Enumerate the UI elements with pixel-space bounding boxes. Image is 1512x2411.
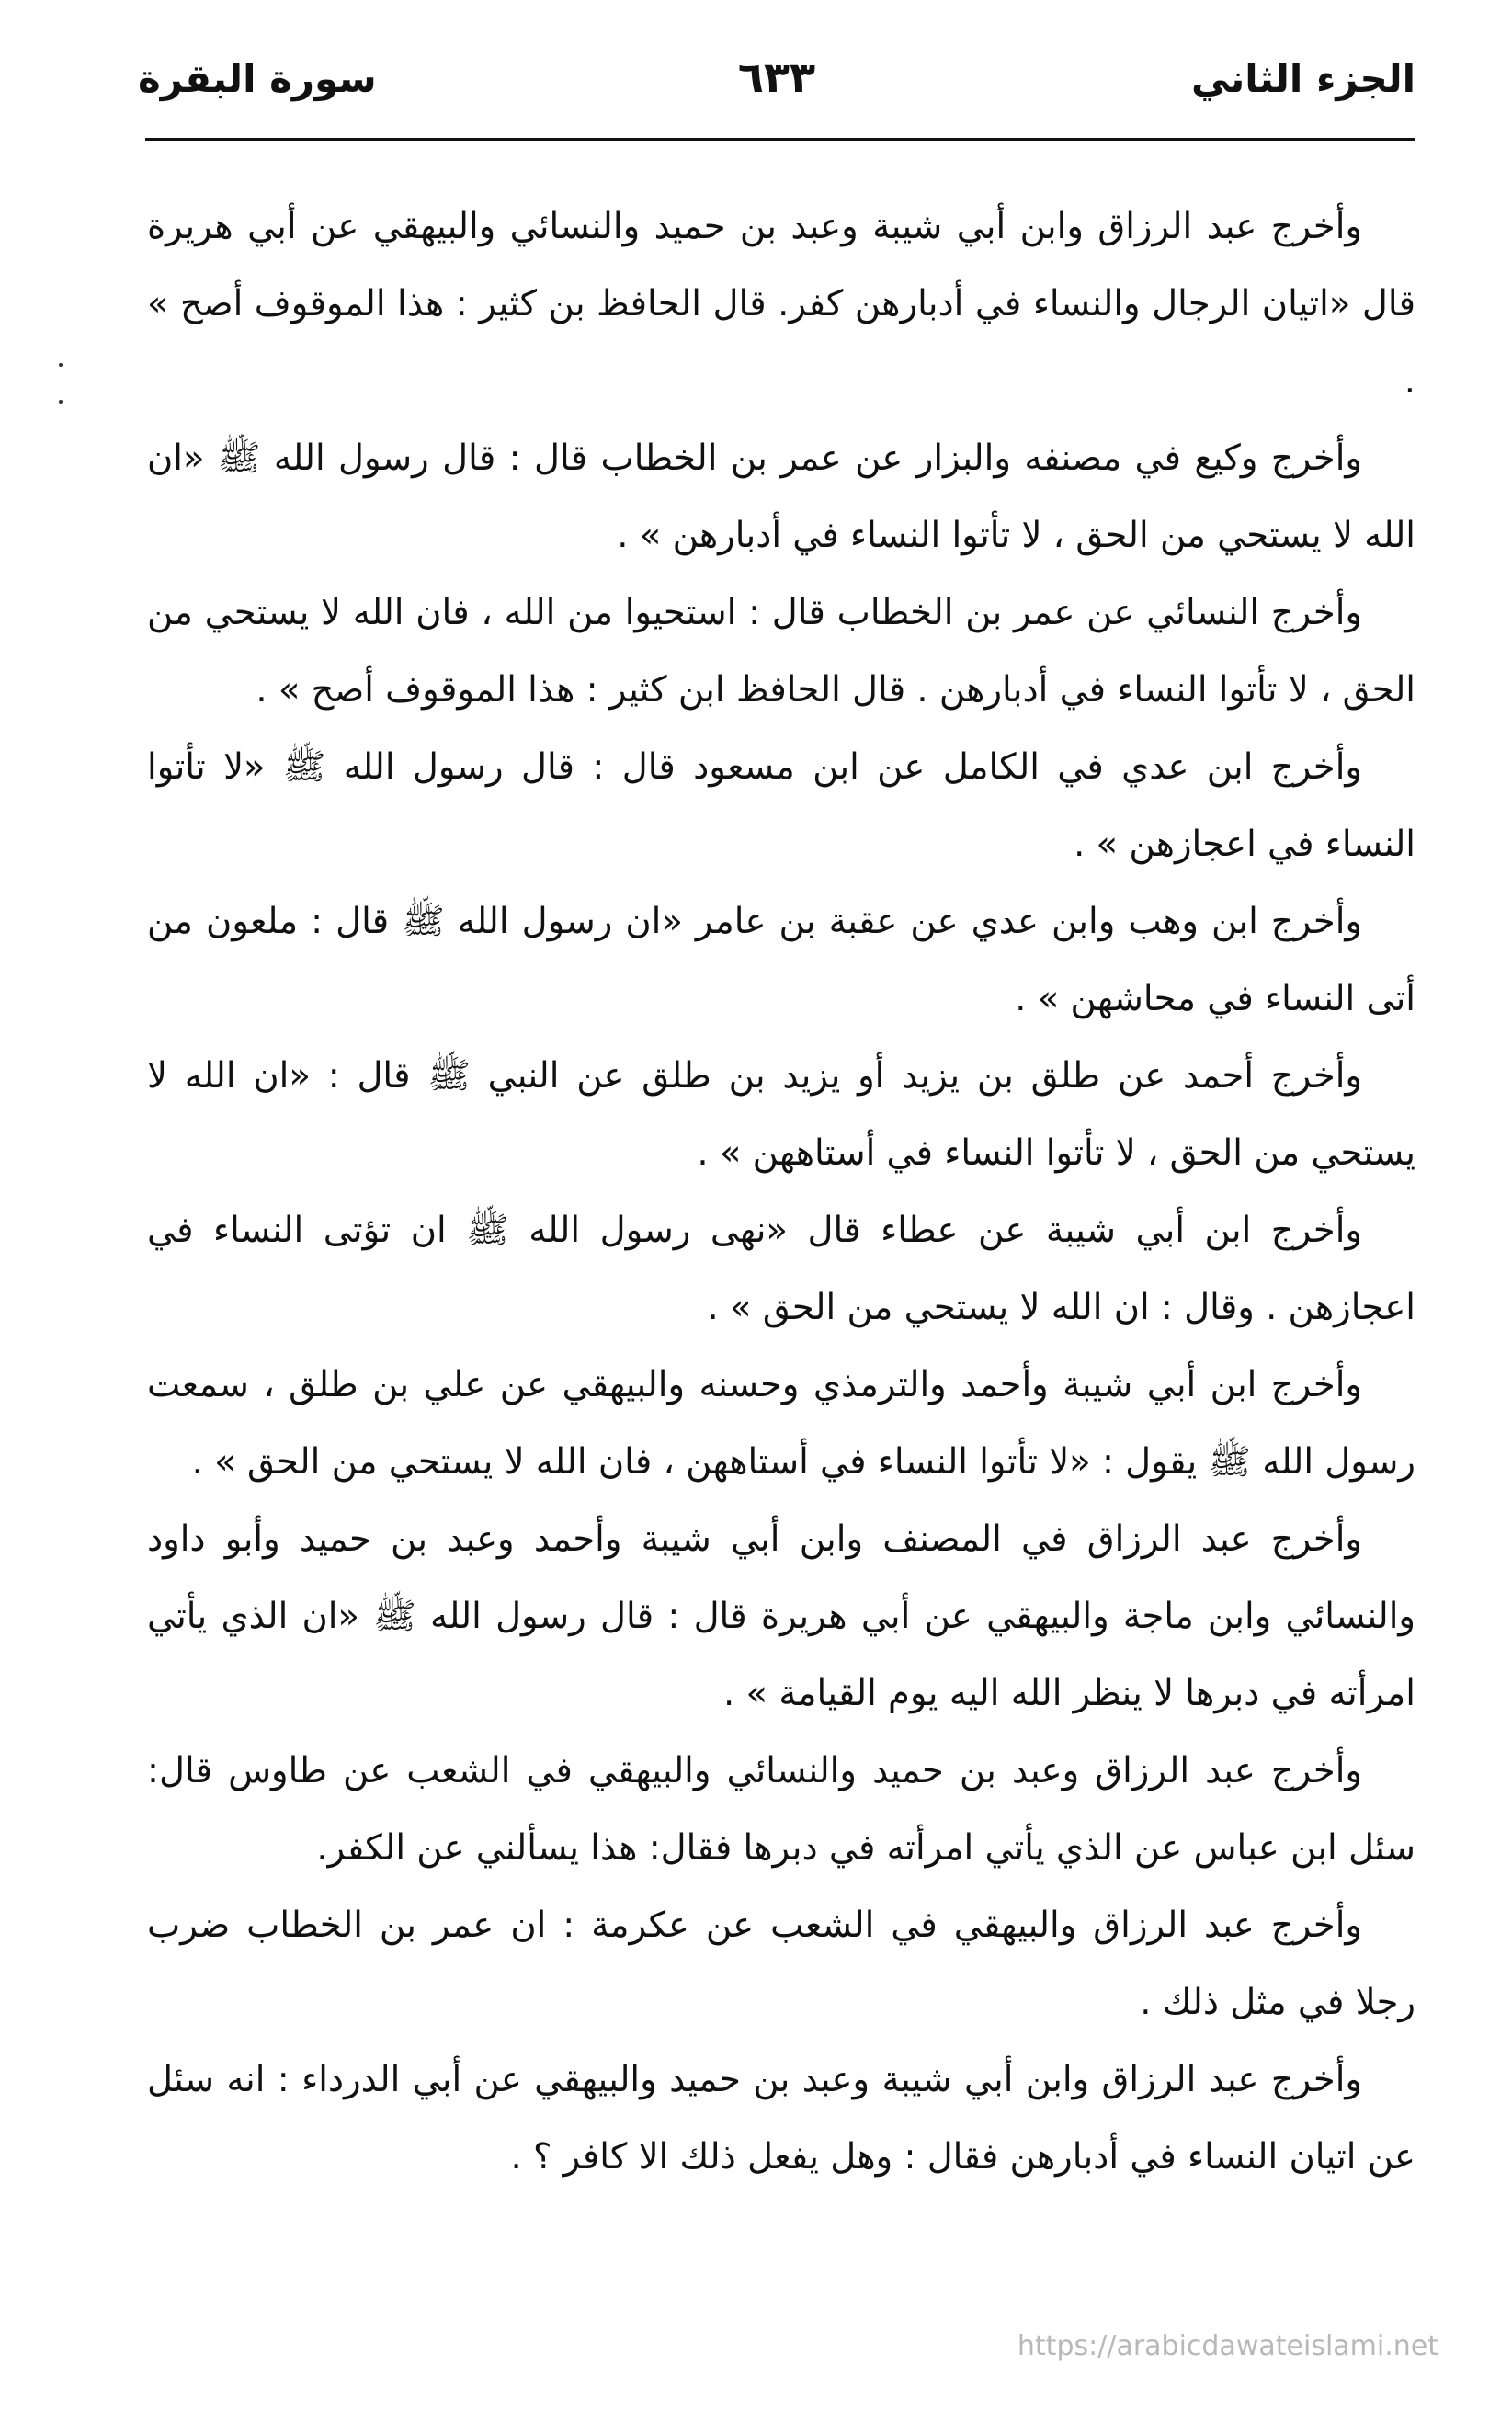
paragraph-12: وأخرج عبد الرزاق وابن أبي شيبة وعبد بن حميد والبيهقي عن أبي الدرداء : انه سئل عن اتيان النساء في أدبارهن فقال : وهل يفعل ذلك الا كافر ؟ . <box>147 2059 1415 2178</box>
paragraph-9: وأخرج عبد الرزاق في المصنف وابن أبي شيبة وأحمد وعبد بن حميد وأبو داود والنسائي وابن ماجة والبيهقي عن أبي هريرة قال : قال رسول الله ﷺ «ان الذي يأتي امرأته في دبرها لا ينظر الله اليه يوم القيامة » . <box>147 1518 1415 1714</box>
margin-specks <box>57 363 64 418</box>
paragraph-3: وأخرج النسائي عن عمر بن الخطاب قال : استحيوا من الله ، فان الله لا يستحي من الحق ، لا تأتوا النساء في أدبارهن . قال الحافظ ابن كثير : هذا الموقوف أصح » . <box>147 592 1415 711</box>
paragraph-6: وأخرج أحمد عن طلق بن يزيد أو يزيد بن طلق عن النبي ﷺ قال : «ان الله لا يستحي من الحق ، لا تأتوا النساء في أستاههن » . <box>147 1055 1415 1174</box>
paragraph-11: وأخرج عبد الرزاق والبيهقي في الشعب عن عكرمة : ان عمر بن الخطاب ضرب رجلا في مثل ذلك . <box>147 1905 1415 2023</box>
paragraph-1: وأخرج عبد الرزاق وابن أبي شيبة وعبد بن حميد والنسائي والبيهقي عن أبي هريرة قال «اتيان الرجال والنساء في أدبارهن كفر. قال الحافظ بن كثير : هذا الموقوف أصح » . <box>147 206 1415 402</box>
part-title: الجزء الثاني <box>1190 56 1415 101</box>
paragraph-5: وأخرج ابن وهب وابن عدي عن عقبة بن عامر «ان رسول الله ﷺ قال : ملعون من أتى النساء في محاشهن » . <box>147 901 1415 1019</box>
paragraph-2: وأخرج وكيع في مصنفه والبزار عن عمر بن الخطاب قال : قال رسول الله ﷺ «ان الله لا يستحي من الحق ، لا تأتوا النساء في أدبارهن » . <box>147 438 1415 556</box>
surah-title: سورة البقرة <box>138 56 377 101</box>
paragraph-7: وأخرج ابن أبي شيبة عن عطاء قال «نهى رسول الله ﷺ ان تؤتى النساء في اعجازهن . وقال : ان الله لا يستحي من الحق » . <box>147 1210 1415 1328</box>
paragraph-10: وأخرج عبد الرزاق وعبد بن حميد والنسائي والبيهقي في الشعب عن طاوس قال: سئل ابن عباس عن الذي يأتي امرأته في دبرها فقال: هذا يسألني عن الكفر. <box>147 1750 1415 1869</box>
source-watermark-url: https://arabicdawateislami.net <box>1017 2330 1438 2362</box>
paragraph-4: وأخرج ابن عدي في الكامل عن ابن مسعود قال : قال رسول الله ﷺ «لا تأتوا النساء في اعجازهن » . <box>147 746 1415 865</box>
page-body <box>147 188 1415 2196</box>
page-number: ٦٣٣ <box>737 52 816 102</box>
header-divider <box>145 138 1415 141</box>
page-header <box>138 46 1415 110</box>
paragraph-8: وأخرج ابن أبي شيبة وأحمد والترمذي وحسنه والبيهقي عن علي بن طلق ، سمعت رسول الله ﷺ يقول : «لا تأتوا النساء في أستاههن ، فان الله لا يستحي من الحق » . <box>147 1364 1415 1483</box>
